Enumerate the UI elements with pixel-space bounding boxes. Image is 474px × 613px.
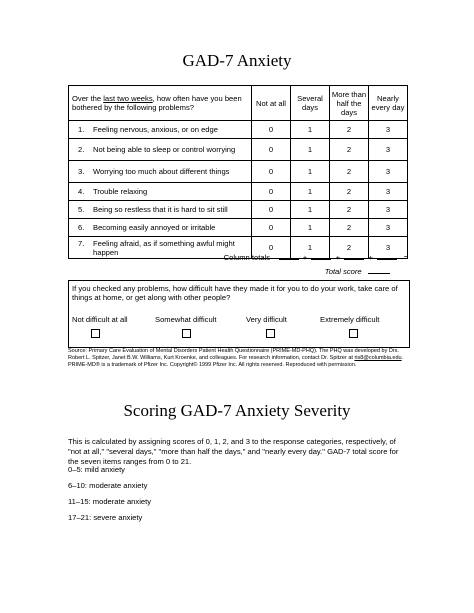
item-number: 6.	[78, 223, 85, 232]
item-text: 7. Feeling afraid, as if something awful might happen	[69, 237, 252, 259]
scoring-text: This is calculated by assigning scores of 0, 1, 2, and 3 to the response categories, respectively, of "not at all," "several days," "more than half the days," and "nearly every day." GAD-7 total score for the seven items ranges from 0 to 21.	[68, 437, 399, 466]
source-note	[68, 348, 410, 369]
total-blank-3[interactable]	[344, 259, 364, 260]
option-very-difficult: Very difficult	[246, 315, 287, 324]
checkbox-somewhat-difficult[interactable]	[182, 329, 191, 338]
score-cell[interactable]: 0	[252, 237, 291, 259]
scoring-title: Scoring GAD-7 Anxiety Severity	[123, 401, 351, 420]
difficulty-box	[68, 280, 410, 348]
plus-sign: +	[368, 253, 373, 262]
item-number: 5.	[78, 205, 85, 214]
item-text: 4. Trouble relaxing	[69, 183, 252, 201]
score-cell[interactable]: 1	[291, 237, 330, 259]
score-cell[interactable]: 2	[330, 139, 369, 161]
score-cell[interactable]: 3	[369, 183, 408, 201]
table-row	[69, 201, 408, 219]
item-text: 3. Worrying too much about different things	[69, 161, 252, 183]
table-row	[69, 219, 408, 237]
score-cell[interactable]: 3	[369, 237, 408, 259]
column-totals-label: Column totals	[223, 253, 271, 262]
score-cell[interactable]: 3	[369, 219, 408, 237]
table-row	[69, 183, 408, 201]
table-header-row	[69, 86, 408, 121]
score-cell[interactable]: 0	[252, 201, 291, 219]
table-row	[69, 161, 408, 183]
column-totals	[0, 253, 408, 262]
option-extremely-difficult: Extremely difficult	[320, 315, 380, 324]
score-cell[interactable]: 1	[291, 121, 330, 139]
table-row	[69, 139, 408, 161]
total-blank-4[interactable]	[377, 259, 397, 260]
range-item: 6–10: moderate anxiety	[68, 481, 148, 490]
total-blank-2[interactable]	[311, 259, 331, 260]
score-cell[interactable]: 1	[291, 139, 330, 161]
score-cell[interactable]: 2	[330, 161, 369, 183]
score-cell[interactable]: 2	[330, 121, 369, 139]
difficulty-question: If you checked any problems, how difficult have they made it for you to do your work, take care of things at home, or get along with other people?	[72, 284, 398, 302]
col-header-nearly-every-day: Nearly every day	[369, 86, 408, 121]
score-cell[interactable]: 2	[330, 183, 369, 201]
item-number: 1.	[78, 125, 85, 134]
score-cell[interactable]: 2	[330, 219, 369, 237]
total-score-blank[interactable]	[368, 273, 390, 274]
col-header-more-than-half: More than half the days	[330, 86, 369, 121]
checkbox-extremely-difficult[interactable]	[349, 329, 358, 338]
item-text: 5. Being so restless that it is hard to sit still	[69, 201, 252, 219]
total-score	[0, 267, 390, 276]
score-cell[interactable]: 2	[330, 237, 369, 259]
total-blank-1[interactable]	[279, 259, 299, 260]
page-title: GAD-7 Anxiety	[182, 51, 292, 70]
score-cell[interactable]: 0	[252, 219, 291, 237]
item-number: 3.	[78, 167, 85, 176]
plus-sign: +	[302, 253, 308, 262]
item-text: 6. Becoming easily annoyed or irritable	[69, 219, 252, 237]
questionnaire-table	[68, 85, 408, 259]
table-row	[69, 121, 408, 139]
score-cell[interactable]: 2	[330, 201, 369, 219]
checkbox-not-difficult[interactable]	[91, 329, 100, 338]
question-header: Over the last two weeks, how often have you been bothered by the following problems?	[69, 86, 252, 121]
trademark-text: PRIME-MD® is a trademark of Pfizer Inc. Copyright© 1999 Pfizer Inc. All rights reserved. Reproduced with permission.	[68, 362, 357, 368]
score-cell[interactable]: 0	[252, 121, 291, 139]
score-cell[interactable]: 3	[369, 201, 408, 219]
score-cell[interactable]: 1	[291, 161, 330, 183]
email-link[interactable]: ris8@columbia.edu	[354, 355, 402, 361]
item-number: 4.	[78, 187, 85, 196]
item-text: 2. Not being able to sleep or control worrying	[69, 139, 252, 161]
score-cell[interactable]: 1	[291, 219, 330, 237]
score-cell[interactable]: 3	[369, 161, 408, 183]
checkbox-very-difficult[interactable]	[266, 329, 275, 338]
item-number: 2.	[78, 145, 85, 154]
score-cell[interactable]: 0	[252, 183, 291, 201]
score-cell[interactable]: 0	[252, 161, 291, 183]
col-header-several-days: Several days	[291, 86, 330, 121]
option-not-difficult: Not difficult at all	[72, 315, 128, 324]
source-text: Source: Primary Care Evaluation of Mental Disorders Patient Health Questionnaire (PRIME-MD-PHQ). The PHQ was developed by Drs. Robert L. Spitzer, Janet B.W. Williams, Kurt Kroenke, and colleagues. For research information, contact Dr. Spitzer at ris8@columbia.edu.	[68, 348, 404, 361]
col-header-not-at-all: Not at all	[252, 86, 291, 121]
score-cell[interactable]: 3	[369, 121, 408, 139]
score-cell[interactable]: 1	[291, 183, 330, 201]
score-cell[interactable]: 0	[252, 139, 291, 161]
equals-sign: =	[403, 253, 408, 262]
range-item: 11–15: moderate anxiety	[68, 497, 152, 506]
score-cell[interactable]: 1	[291, 201, 330, 219]
score-cell[interactable]: 3	[369, 139, 408, 161]
range-item: 0–5: mild anxiety	[68, 465, 125, 474]
total-score-label: Total score	[324, 267, 362, 276]
range-item: 17–21: severe anxiety	[68, 513, 143, 522]
option-somewhat-difficult: Somewhat difficult	[155, 315, 217, 324]
plus-sign: +	[335, 253, 341, 262]
item-text: 1. Feeling nervous, anxious, or on edge	[69, 121, 252, 139]
item-number: 7.	[78, 238, 85, 248]
